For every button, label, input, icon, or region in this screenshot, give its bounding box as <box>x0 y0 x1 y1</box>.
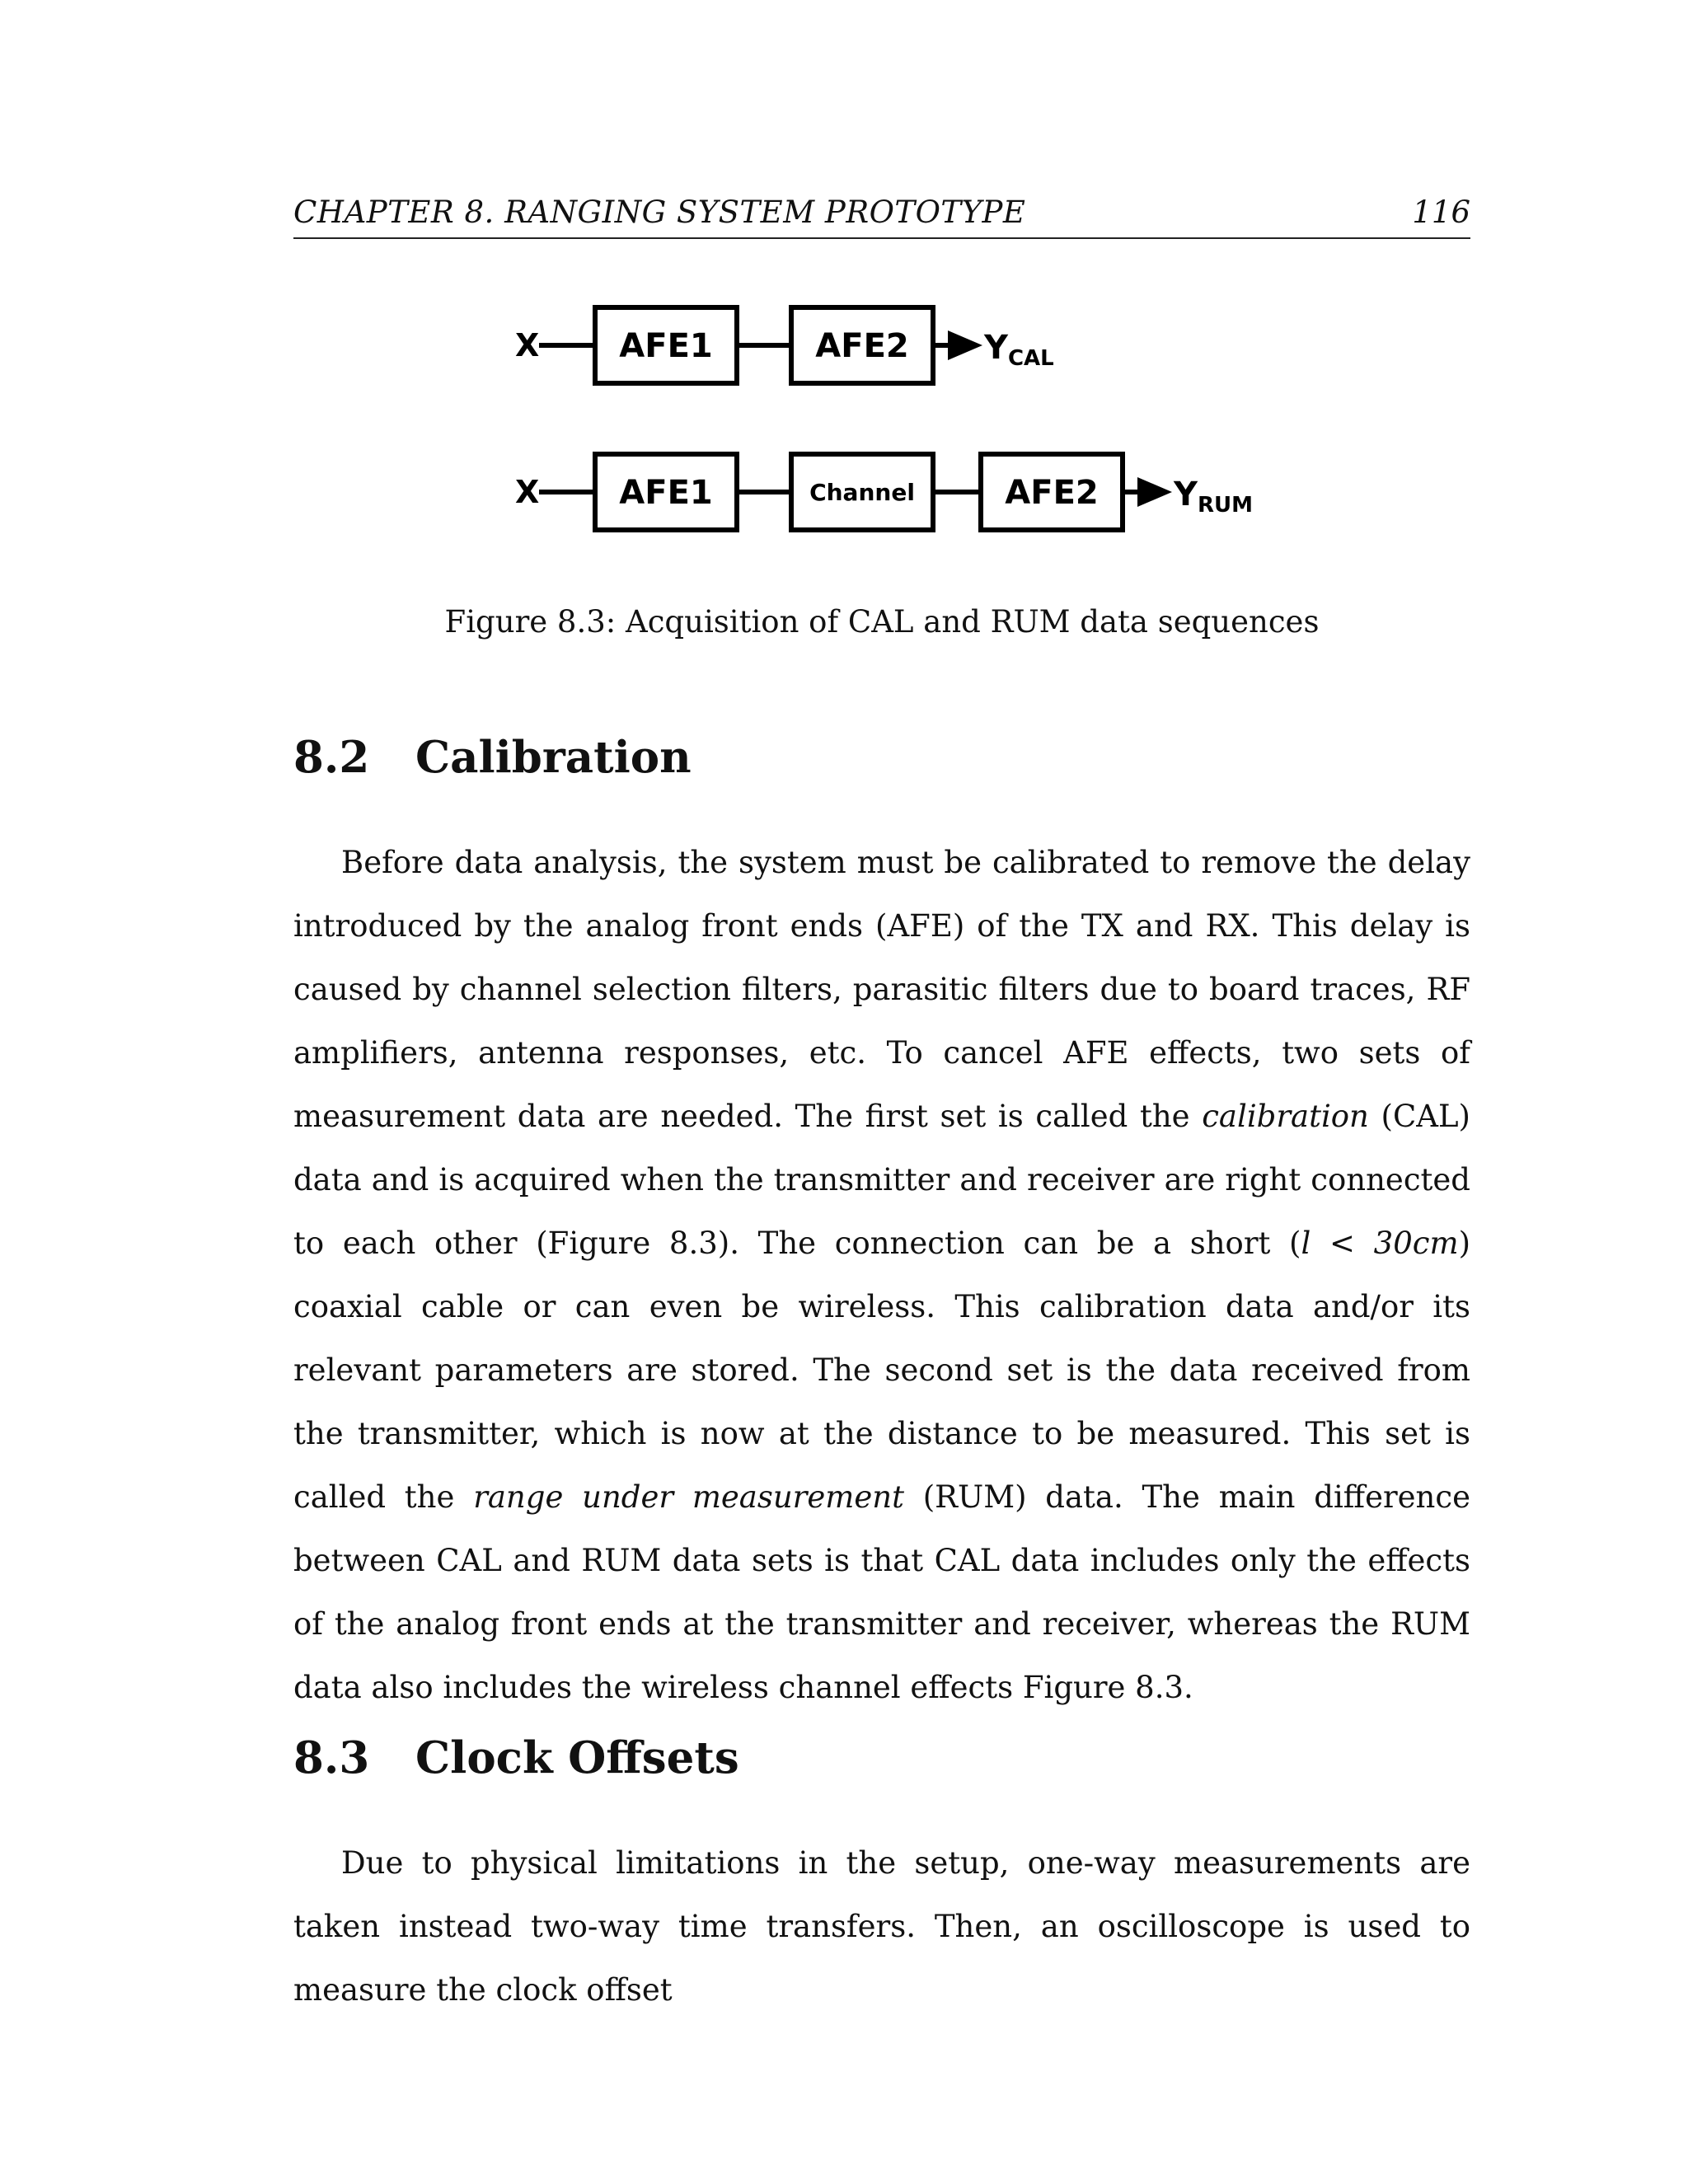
text-run: Before data analysis, the system must be calibrated to remove the delay introduced by the analog front ends (AFE) of the TX and RX. This delay is caused by channel selection filters, parasitic filters due to board traces, RF amplifiers, antenna responses, etc. To cancel AFE effects, two sets of measurement data are needed. The first set is called the <box>293 845 1470 1134</box>
text-run: (RUM) data. The main difference between CAL and RUM data sets is that CAL data includes only the effects of the analog front ends at the transmitter and receiver, whereas the RUM data also includes the wireless channel effects Figure 8.3. <box>293 1479 1471 1705</box>
cal-chain <box>515 307 1054 383</box>
paragraph-clock-offsets <box>293 1831 1470 2022</box>
arrow-right-icon <box>948 330 982 360</box>
paragraph-calibration <box>293 831 1470 1719</box>
text-run: ) coaxial cable or can even be wireless. This calibration data and/or its relevant parameters are stored. The second set is the data received from the transmitter, which is now at the distance to be measured. This set is called the <box>293 1226 1471 1515</box>
page-number: 116 <box>1412 194 1470 230</box>
rum-output-label: $Y_{RUM}$ <box>1174 476 1253 518</box>
rum-input-label: X <box>515 474 540 510</box>
cal-input-label: X <box>515 327 540 363</box>
afe2-label: AFE2 <box>1005 474 1099 512</box>
text-run: (CAL) data and is acquired when the transmitter and receiver are right connected to each other (Figure 8.3). The connection can be a short ( <box>293 1099 1470 1261</box>
channel-label: Channel <box>809 479 915 506</box>
chapter-title: CHAPTER 8. RANGING SYSTEM PROTOTYPE <box>293 194 1026 230</box>
arrow-right-icon <box>1137 477 1172 507</box>
section-heading-calibration <box>293 732 692 783</box>
block-diagram-figure <box>503 293 1261 548</box>
cal-output-label: $Y_{CAL}$ <box>984 329 1054 371</box>
afe1-label: AFE1 <box>619 474 713 512</box>
section-title: Clock Offsets <box>415 1732 739 1783</box>
afe1-label: AFE1 <box>619 327 713 365</box>
math-inline: l < 30cm <box>1301 1226 1459 1261</box>
section-heading-clock-offsets <box>293 1732 739 1783</box>
emphasis-rum: range under measurement <box>473 1479 904 1515</box>
text-run: Due to physical limitations in the setup, one-way measurements are taken instead two-way time transfers. Then, an oscilloscope is used to measure the clock offset <box>293 1845 1470 2008</box>
rum-chain <box>515 454 1253 530</box>
running-header <box>293 190 1470 239</box>
section-number: 8.2 <box>293 732 370 783</box>
section-number: 8.3 <box>293 1732 370 1783</box>
section-title: Calibration <box>415 732 692 783</box>
block-diagram <box>503 293 1261 548</box>
emphasis-calibration: calibration <box>1202 1099 1369 1134</box>
afe2-label: AFE2 <box>815 327 909 365</box>
figure-caption: Figure 8.3: Acquisition of CAL and RUM data sequences <box>444 604 1320 640</box>
